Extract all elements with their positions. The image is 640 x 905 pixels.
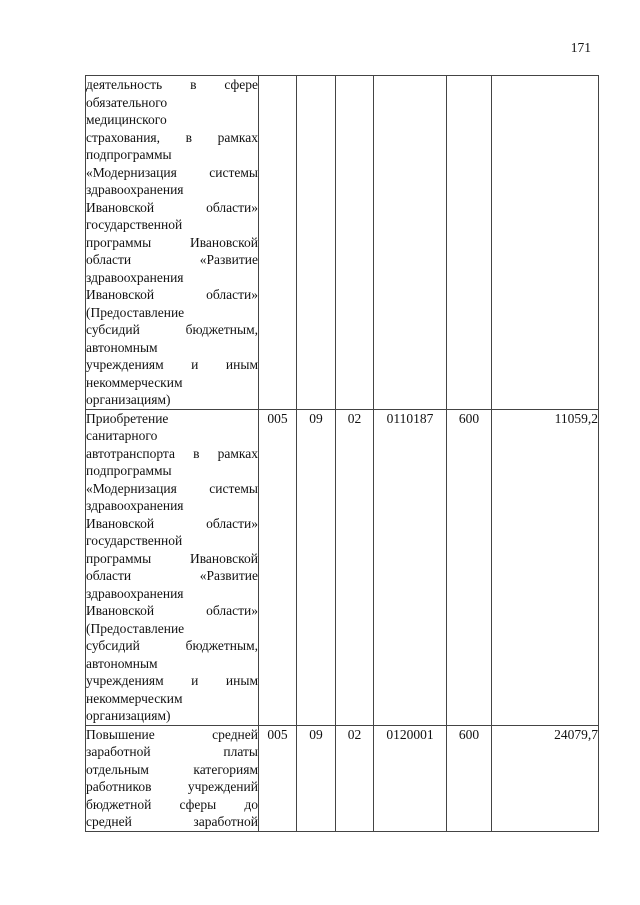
- subsection-code-cell: [336, 76, 374, 410]
- amount-cell: 24079,7: [492, 725, 599, 831]
- expense-name-line: Ивановской области»: [86, 515, 258, 531]
- target-article-code-cell: 0110187: [374, 409, 447, 725]
- expense-name-line: автономным: [86, 655, 158, 671]
- ministry-code-cell: 005: [259, 409, 297, 725]
- expense-type-code-cell: [447, 76, 492, 410]
- expense-name-line: Ивановской области»: [86, 287, 258, 302]
- expense-name-line: Повышение средней: [86, 726, 258, 742]
- expense-name-line: (Предоставление: [86, 304, 185, 320]
- expense-name-line: подпрограммы: [86, 147, 172, 162]
- subsection-code-cell: 02: [336, 409, 374, 725]
- expense-name-line: Приобретение: [86, 410, 169, 426]
- expense-name-line: программы Ивановской: [86, 550, 258, 566]
- expense-name-line: обязательного: [86, 94, 168, 110]
- expense-name-line: государственной: [86, 217, 183, 232]
- expense-name-cell: [86, 409, 259, 725]
- expense-name-line: (Предоставление: [86, 620, 185, 636]
- expense-name-line: субсидий бюджетным,: [86, 638, 258, 653]
- section-code-cell: 09: [297, 409, 336, 725]
- section-code-cell: [297, 76, 336, 410]
- expense-name-line: области «Развитие: [86, 252, 258, 267]
- expense-name-line: области «Развитие: [86, 568, 258, 583]
- expense-name-line: субсидий бюджетным,: [86, 322, 258, 337]
- expense-name-line: подпрограммы: [86, 463, 172, 478]
- expense-name-line: некоммерческим: [86, 690, 183, 706]
- expense-name-line: отдельным категориям: [86, 761, 258, 777]
- expense-name-line: учреждениям и иным: [86, 673, 258, 688]
- expense-name-line: Ивановской области»: [86, 603, 258, 618]
- expense-name-line: санитарного: [86, 428, 158, 443]
- expense-name-cell: [86, 76, 259, 410]
- expense-name-line: организациям): [86, 392, 171, 407]
- subsection-code-cell: 02: [336, 725, 374, 831]
- ministry-code-cell: [259, 76, 297, 410]
- amount-cell: 11059,2: [492, 409, 599, 725]
- expense-name-line: «Модернизация системы: [86, 480, 258, 496]
- expense-name-line: страхования, в рамках: [86, 129, 258, 145]
- expense-name-line: Ивановской области»: [86, 199, 258, 215]
- expense-type-code-cell: 600: [447, 409, 492, 725]
- expense-name-line: «Модернизация системы: [86, 164, 258, 180]
- expense-name-line: деятельность в сфере: [86, 77, 258, 92]
- expense-name-line: некоммерческим: [86, 374, 183, 390]
- expense-name-cell: [86, 725, 259, 831]
- expense-name-line: автотранспорта в рамках: [86, 445, 258, 461]
- expense-name-line: здравоохранения: [86, 498, 184, 513]
- expense-name-line: учреждениям и иным: [86, 357, 258, 372]
- expense-name-line: заработной платы: [86, 744, 258, 759]
- target-article-code-cell: 0120001: [374, 725, 447, 831]
- budget-table-body: [86, 76, 599, 832]
- expense-name-line: здравоохранения: [86, 269, 184, 285]
- expense-name-line: государственной: [86, 533, 183, 548]
- expense-name-line: здравоохранения: [86, 585, 184, 601]
- expense-name-line: средней заработной: [86, 814, 258, 829]
- expense-type-code-cell: 600: [447, 725, 492, 831]
- table-row: [86, 76, 599, 410]
- ministry-code-cell: 005: [259, 725, 297, 831]
- expense-name-line: организациям): [86, 708, 171, 723]
- expense-name-line: медицинского: [86, 112, 167, 127]
- table-row: [86, 409, 599, 725]
- amount-cell: [492, 76, 599, 410]
- section-code-cell: 09: [297, 725, 336, 831]
- expense-name-line: работников учреждений: [86, 779, 258, 794]
- expense-name-line: автономным: [86, 339, 158, 355]
- expense-name-line: программы Ивановской: [86, 234, 258, 250]
- table-row: [86, 725, 599, 831]
- target-article-code-cell: [374, 76, 447, 410]
- expense-name-line: здравоохранения: [86, 182, 184, 197]
- expense-name-line: бюджетной сферы до: [86, 796, 258, 812]
- budget-table: [85, 75, 599, 832]
- page-number: 171: [570, 40, 591, 55]
